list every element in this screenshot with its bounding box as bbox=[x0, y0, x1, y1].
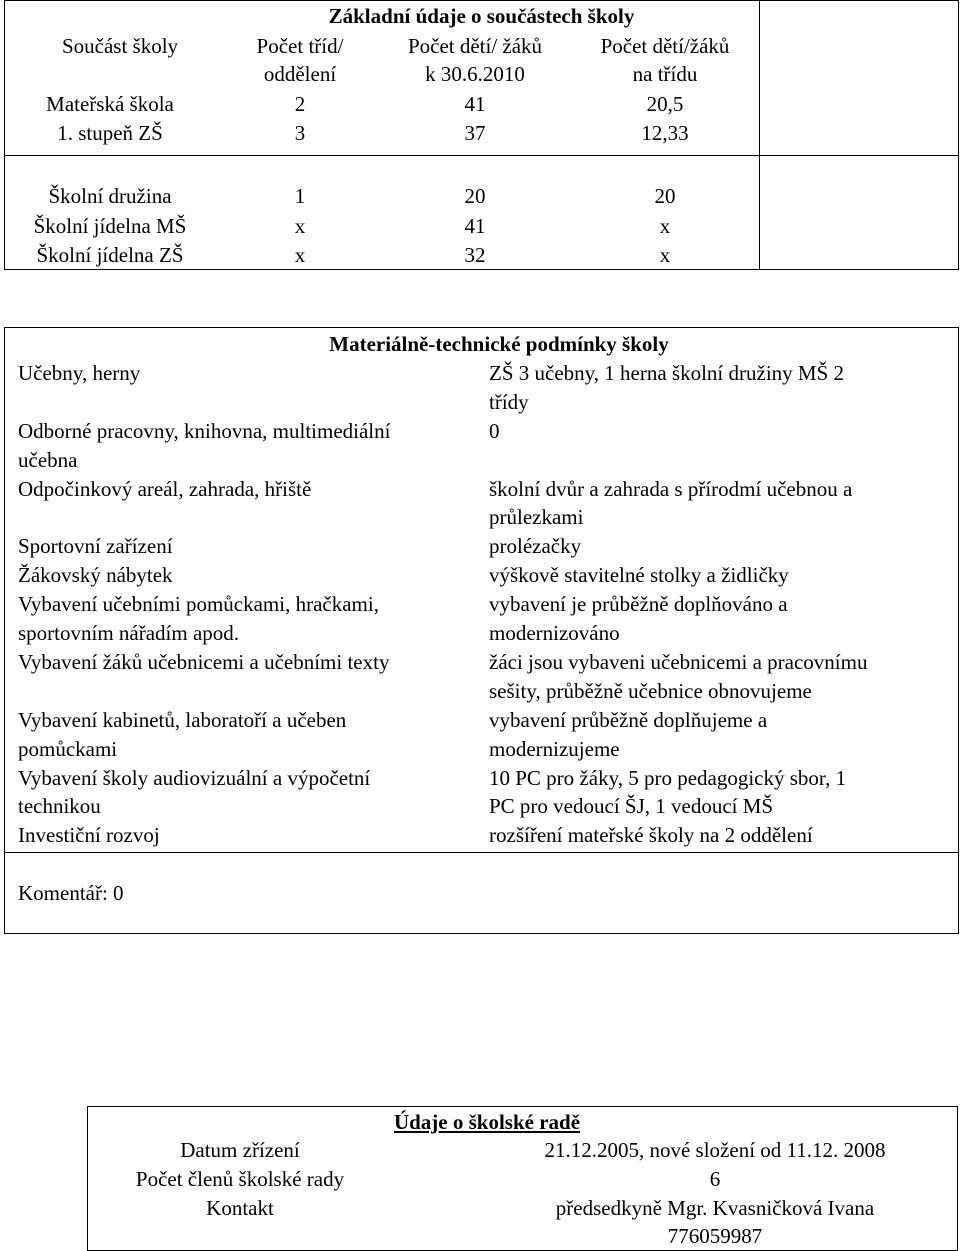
condition-label-cont: technikou bbox=[18, 794, 101, 818]
pupils-per-class: 20,5 bbox=[646, 92, 684, 116]
header-pupils-line2: k 30.6.2010 bbox=[425, 62, 525, 86]
row-separator bbox=[4, 155, 959, 156]
school-parts-title: Základní údaje o součástech školy bbox=[328, 4, 635, 28]
pupils-per-class: 20 bbox=[654, 184, 676, 208]
condition-label: Učebny, herny bbox=[18, 361, 141, 385]
pupils-count: 41 bbox=[464, 92, 486, 116]
classes-count: 2 bbox=[294, 92, 306, 116]
header-classes-line1: Počet tříd/ bbox=[256, 34, 344, 58]
school-part-name: Mateřská škola bbox=[46, 92, 174, 116]
header-pupils-line1: Počet dětí/ žáků bbox=[407, 34, 543, 58]
condition-value-cont: sešity, průběžně učebnice obnovujeme bbox=[489, 679, 812, 703]
condition-value: vybavení průběžně doplňujeme a bbox=[489, 708, 768, 732]
council-label: Kontakt bbox=[206, 1196, 274, 1220]
material-conditions-title: Materiálně-technické podmínky školy bbox=[329, 332, 669, 356]
condition-value: vybavení je průběžně doplňováno a bbox=[489, 592, 788, 616]
condition-label-cont: pomůckami bbox=[18, 737, 118, 761]
classes-count: 3 bbox=[294, 121, 306, 145]
pupils-count: 32 bbox=[464, 243, 486, 267]
condition-label: Odpočinkový areál, zahrada, hřiště bbox=[18, 477, 312, 501]
council-label: Datum zřízení bbox=[180, 1138, 300, 1162]
condition-label: Vybavení učebními pomůckami, hračkami, bbox=[18, 592, 379, 616]
header-school-part: Součást školy bbox=[61, 34, 179, 58]
header-classes-line2: oddělení bbox=[263, 62, 337, 86]
condition-label: Sportovní zařízení bbox=[18, 534, 173, 558]
condition-label: Vybavení kabinetů, laboratoří a učeben bbox=[18, 708, 347, 732]
condition-value-cont: modernizujeme bbox=[489, 737, 620, 761]
council-value: 21.12.2005, nové složení od 11.12. 2008 bbox=[544, 1138, 886, 1162]
condition-value: prolézačky bbox=[489, 534, 582, 558]
comment: Komentář: 0 bbox=[18, 881, 124, 905]
pupils-count: 41 bbox=[464, 214, 486, 238]
pupils-count: 37 bbox=[464, 121, 486, 145]
classes-count: x bbox=[294, 214, 306, 238]
condition-value: ZŠ 3 učebny, 1 herna školní družiny MŠ 2 bbox=[489, 361, 845, 385]
condition-value: žáci jsou vybaveni učebnicemi a pracovnímu bbox=[489, 650, 868, 674]
condition-label-cont: sportovním nářadím apod. bbox=[18, 621, 240, 645]
condition-value-cont: PC pro vedoucí ŠJ, 1 vedoucí MŠ bbox=[489, 794, 774, 818]
condition-value-cont: třídy bbox=[489, 390, 529, 414]
council-value: předsedkyně Mgr. Kvasničková Ivana bbox=[555, 1196, 875, 1220]
condition-value: výškově stavitelné stolky a židličky bbox=[489, 563, 789, 587]
council-value-cont: 776059987 bbox=[667, 1224, 763, 1248]
condition-value: 10 PC pro žáky, 5 pro pedagogický sbor, 1 bbox=[489, 766, 847, 790]
condition-value: 0 bbox=[489, 419, 500, 443]
council-label: Počet členů školské rady bbox=[135, 1167, 345, 1191]
pupils-per-class: x bbox=[659, 214, 671, 238]
pupils-count: 20 bbox=[464, 184, 486, 208]
condition-value: rozšíření mateřské školy na 2 oddělení bbox=[489, 823, 813, 847]
header-per-class-line1: Počet dětí/žáků bbox=[600, 34, 730, 58]
condition-value-cont: modernizováno bbox=[489, 621, 620, 645]
condition-label: Odborné pracovny, knihovna, multimediální bbox=[18, 419, 391, 443]
condition-label-cont: učebna bbox=[18, 448, 78, 472]
school-council-title: Údaje o školské radě bbox=[393, 1110, 581, 1134]
school-part-name: Školní družina bbox=[48, 184, 172, 208]
pupils-per-class: x bbox=[659, 243, 671, 267]
pupils-per-class: 12,33 bbox=[641, 121, 689, 145]
classes-count: 1 bbox=[294, 184, 306, 208]
school-part-name: Školní jídelna ZŠ bbox=[36, 243, 184, 267]
material-conditions-bottom-line bbox=[4, 852, 959, 853]
school-part-name: 1. stupeň ZŠ bbox=[57, 121, 163, 145]
condition-value: školní dvůr a zahrada s přírodmí učebnou a bbox=[489, 477, 853, 501]
condition-value-cont: průlezkami bbox=[489, 505, 584, 529]
condition-label: Vybavení žáků učebnicemi a učebními texty bbox=[18, 650, 390, 674]
council-value: 6 bbox=[709, 1167, 721, 1191]
school-part-name: Školní jídelna MŠ bbox=[33, 214, 187, 238]
condition-label: Žákovský nábytek bbox=[18, 563, 173, 587]
condition-label: Vybavení školy audiovizuální a výpočetní bbox=[18, 766, 371, 790]
classes-count: x bbox=[294, 243, 306, 267]
condition-label: Investiční rozvoj bbox=[18, 823, 160, 847]
header-per-class-line2: na třídu bbox=[632, 62, 698, 86]
